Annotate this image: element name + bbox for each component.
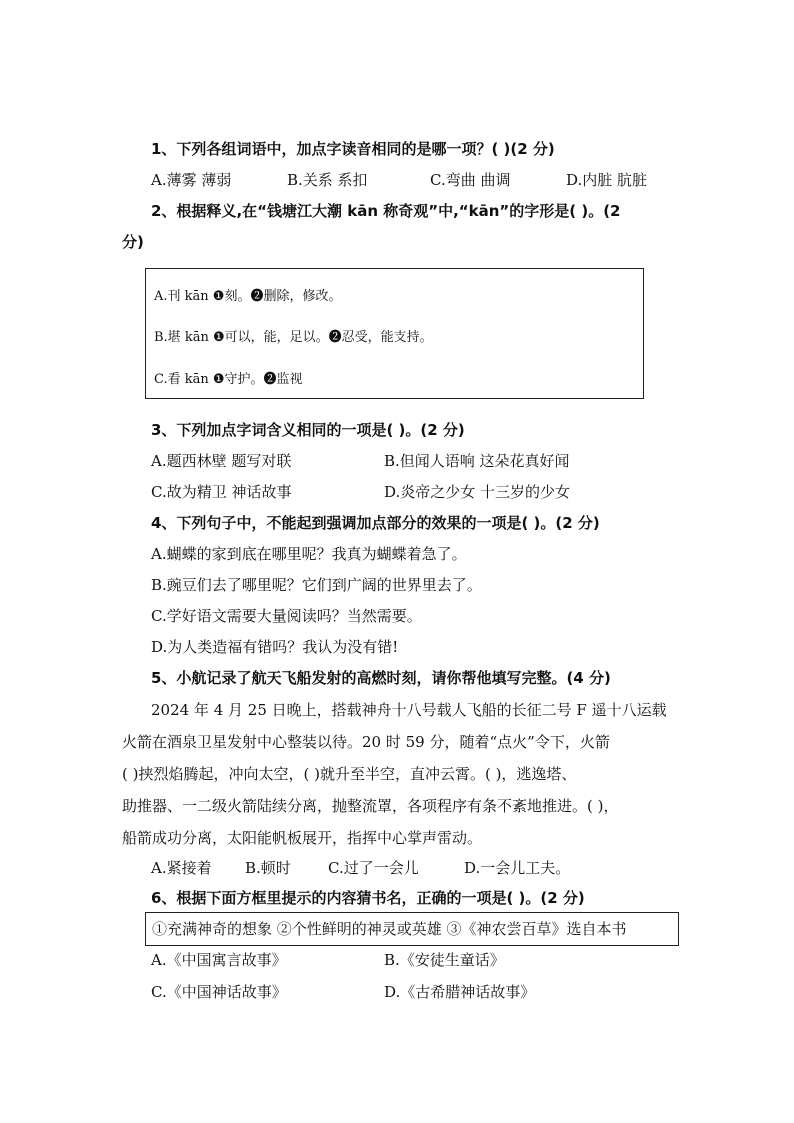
question-2-stem-line1: 2、根据释义,在“钱塘江大潮 kān 称奇观”中,“kān”的字形是( )。(2 (151, 202, 621, 220)
question-5-option-b: B.顿时 (245, 859, 291, 877)
question-1-option-c: C.弯曲 曲调 (430, 171, 511, 189)
passage-line-5: 船箭成功分离，太阳能帆板展开，指挥中心掌声雷动。 (122, 829, 483, 847)
question-3-option-c: C.故为精卫 神话故事 (151, 483, 292, 501)
question-5-option-c: C.过了一会儿 (328, 859, 419, 877)
question-1-option-a: A.薄雾 薄弱 (151, 171, 232, 189)
passage-line-4: 助推器、一二级火箭陆续分离，抛整流罩，各项程序有条不紊地推进。( )， (122, 797, 619, 815)
question-6-option-b: B.《安徒生童话》 (384, 951, 505, 969)
question-1-stem: 1、下列各组词语中，加点字读音相同的是哪一项？( )(2 分) (151, 140, 555, 158)
definition-c: C.看 kān ❶守护。❷监视 (154, 372, 303, 387)
definition-a: A.刊 kān ❶刻。❷删除，修改。 (154, 289, 342, 304)
question-2-stem-line2: 分) (122, 233, 144, 251)
question-3-stem: 3、下列加点字词含义相同的一项是( )。(2 分) (151, 421, 465, 439)
passage-line-1: 2024 年 4 月 25 日晚上，搭载神舟十八号载人飞船的长征二号 F 遥十八运载 (151, 701, 667, 719)
definition-box (145, 268, 644, 399)
question-1-option-b: B.关系 系扣 (287, 171, 368, 189)
passage-line-3: ( )挟烈焰腾起，冲向太空，( )就升至半空，直冲云霄。( )，逃逸塔、 (122, 765, 577, 783)
question-6-option-c: C.《中国神话故事》 (151, 983, 287, 1001)
definition-b: B.堪 kān ❶可以，能，足以。❷忍受，能支持。 (154, 330, 433, 345)
hint-box (145, 912, 679, 946)
question-6-option-a: A.《中国寓言故事》 (151, 951, 287, 969)
question-3-option-a: A.题西林壁 题写对联 (151, 452, 292, 470)
passage-line-2: 火箭在酒泉卫星发射中心整装以待。20 时 59 分，随着“点火”令下，火箭 (122, 733, 610, 751)
question-4-stem: 4、下列句子中，不能起到强调加点部分的效果的一项是( )。(2 分) (151, 514, 600, 532)
question-4-option-c: C.学好语文需要大量阅读吗？当然需要。 (151, 607, 422, 625)
question-1-option-d: D.内脏 肮脏 (566, 171, 648, 189)
question-5-option-a: A.紧接着 (151, 859, 212, 877)
question-3-option-d: D.炎帝之少女 十三岁的少女 (384, 483, 571, 501)
question-3-option-b: B.但闻人语响 这朵花真好闻 (384, 452, 570, 470)
question-6-option-d: D.《古希腊神话故事》 (384, 983, 536, 1001)
question-5-option-d: D.一会儿工夫。 (464, 859, 571, 877)
question-6-stem: 6、根据下面方框里提示的内容猜书名，正确的一项是( )。(2 分) (151, 889, 585, 907)
question-4-option-b: B.豌豆们去了哪里呢？它们到广阔的世界里去了。 (151, 576, 482, 594)
question-5-stem: 5、小航记录了航天飞船发射的高燃时刻，请你帮他填写完整。(4 分) (151, 669, 611, 687)
question-4-option-d: D.为人类造福有错吗？我认为没有错! (151, 638, 399, 656)
question-4-option-a: A.蝴蝶的家到底在哪里呢？我真为蝴蝶着急了。 (151, 545, 467, 563)
hint-text: ①充满神奇的想象 ②个性鲜明的神灵或英雄 ③《神农尝百草》选自本书 (152, 920, 627, 938)
